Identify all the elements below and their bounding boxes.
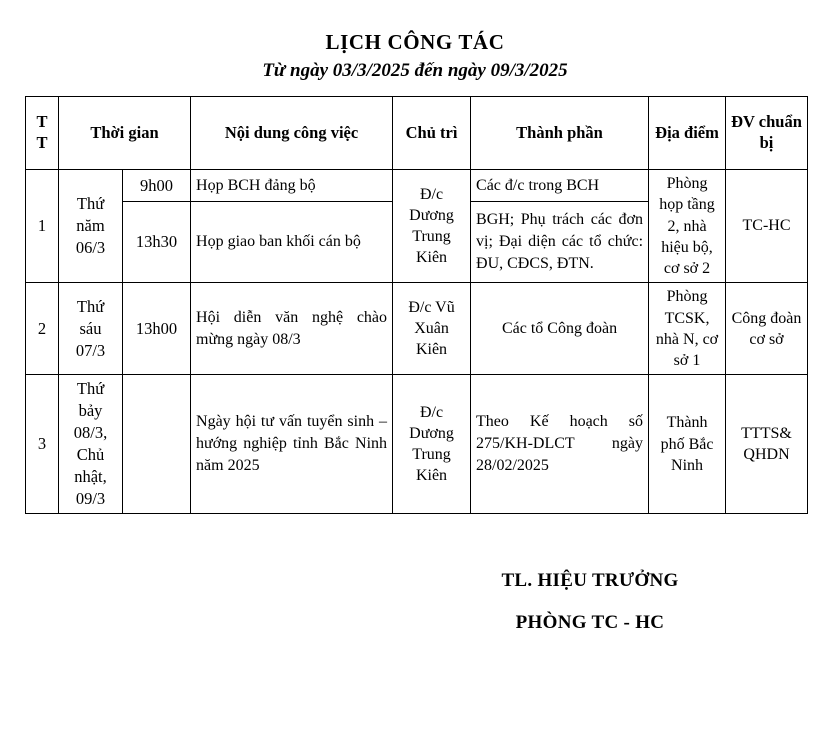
row-unit: TC-HC: [726, 170, 808, 283]
row-place: Phòng họp tầng 2, nhà hiệu bộ, cơ sở 2: [649, 170, 726, 283]
row-unit: TTTS& QHDN: [726, 375, 808, 514]
schedule-table: [25, 96, 808, 514]
entry-content: Họp giao ban khối cán bộ: [191, 202, 393, 283]
document-subtitle: Từ ngày 03/3/2025 đến ngày 09/3/2025: [262, 60, 568, 82]
entry-time: 13h30: [123, 202, 191, 283]
table-row: [26, 283, 808, 375]
row-day: Thứ năm 06/3: [59, 170, 123, 283]
entry-content: Hội diễn văn nghệ chào mừng ngày 08/3: [191, 283, 393, 375]
row-chair: Đ/c Dương Trung Kiên: [393, 375, 471, 514]
entry-attendees: Các đ/c trong BCH: [471, 170, 649, 202]
title-block: [0, 30, 830, 83]
header-tt-line1: T: [36, 112, 48, 132]
entry-content: Ngày hội tư vấn tuyển sinh – hướng nghiệp tỉnh Bắc Ninh năm 2025: [191, 375, 393, 514]
entry-attendees: BGH; Phụ trách các đơn vị; Đại diện các tổ chức: ĐU, CĐCS, ĐTN.: [471, 202, 649, 283]
row-day: Thứ bảy 08/3, Chủ nhật, 09/3: [59, 375, 123, 514]
row-chair: Đ/c Vũ Xuân Kiên: [393, 283, 471, 375]
signature-block: [430, 570, 750, 634]
row-chair: Đ/c Dương Trung Kiên: [393, 170, 471, 283]
document-title: LỊCH CÔNG TÁC: [325, 30, 505, 54]
row-day: Thứ sáu 07/3: [59, 283, 123, 375]
row-place: Phòng TCSK, nhà N, cơ sở 1: [649, 283, 726, 375]
entry-time: [123, 375, 191, 514]
header-tt-line2: T: [36, 133, 48, 152]
header-place: Địa điểm: [649, 97, 726, 170]
row-number: 2: [26, 283, 59, 375]
entry-attendees: Theo Kế hoạch số 275/KH-DLCT ngày 28/02/2025: [471, 375, 649, 514]
header-content: Nội dung công việc: [191, 97, 393, 170]
header-chair: Chủ trì: [393, 97, 471, 170]
entry-attendees: Các tổ Công đoàn: [471, 283, 649, 375]
entry-content: Họp BCH đảng bộ: [191, 170, 393, 202]
row-place: Thành phố Bắc Ninh: [649, 375, 726, 514]
entry-time: 13h00: [123, 283, 191, 375]
table-body: [26, 170, 808, 514]
header-unit: ĐV chuẩn bị: [726, 97, 808, 170]
header-attendees: Thành phần: [471, 97, 649, 170]
signature-title: TL. HIỆU TRƯỞNG: [501, 570, 679, 591]
table-row: [26, 375, 808, 514]
table-header-row: [26, 97, 808, 170]
entry-time: 9h00: [123, 170, 191, 202]
table-row: [26, 170, 808, 202]
signature-department: PHÒNG TC - HC: [515, 611, 665, 633]
row-number: 1: [26, 170, 59, 283]
header-time: Thời gian: [59, 97, 191, 170]
row-number: 3: [26, 375, 59, 514]
row-unit: Công đoàn cơ sở: [726, 283, 808, 375]
header-tt: [26, 97, 59, 170]
